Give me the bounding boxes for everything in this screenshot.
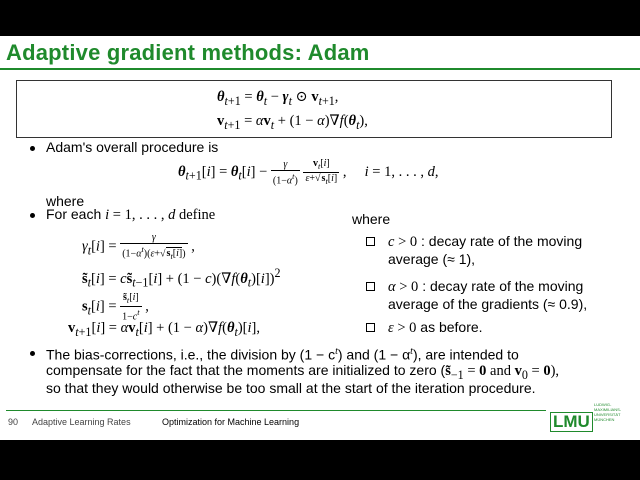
where-item-alpha-cont: average of the gradients (≈ 0.9),	[388, 296, 588, 312]
v-update-equation: $v_{t+1} = \alpha v_t + (1 - \alpha)\nabla f(\theta_t)$,	[217, 113, 368, 132]
logo-mark: LMU	[550, 412, 593, 432]
update-equations-box	[16, 80, 612, 138]
bullet-for-each: For each i = 1, . . . , d define	[46, 206, 216, 223]
where-item-epsilon: ε > 0 as before.	[388, 319, 483, 336]
slide-title: Adaptive gradient methods: Adam	[6, 40, 370, 65]
where-item-c: c > 0 : decay rate of the moving	[388, 233, 583, 250]
bullet-overall-procedure: Adam's overall procedure is	[46, 139, 219, 155]
bullet-marker	[30, 213, 35, 218]
checkbox-icon	[366, 282, 375, 291]
where-text: where	[46, 193, 85, 209]
page-number: 90	[8, 417, 19, 427]
gamma-definition: $\gamma_t[i]$ = $\frac{\gamma}{(1-\alpha^t)(\varepsilon+√s_t[i])}$ ,	[82, 232, 195, 262]
slide	[0, 36, 640, 440]
slide-footer	[0, 402, 640, 440]
adam-overall-equation: $\theta_{t+1}[i] = \theta_t[i]$ − $\frac{\gamma}{(1-\alpha^t)}$ $\frac{v_t[i]}{\varepsilon+√s_t[i]}$ , i = 1, . . . , d,	[178, 158, 439, 187]
bullet-bias-correction-line3: so that they would otherwise be too small at the start of the iteration procedure.	[46, 380, 536, 396]
title-divider	[0, 68, 640, 70]
bullet-bias-correction-line2: compensate for the fact that the moments are initialized to zero ($s̃_{-1} = 0$ and $v_0 = 0$),	[46, 362, 560, 382]
theta-update-equation: $\theta_{t+1} = \theta_t - \gamma_t$ ⊙ $v_{t+1}$,	[217, 89, 339, 108]
for-each-text: For each	[46, 206, 102, 222]
bullet-marker	[30, 146, 35, 151]
bullet-bias-correction-line1: The bias-corrections, i.e., the division by $(1 - c^t)$ and $(1 - \alpha^t)$, are intended to	[46, 346, 519, 363]
checkbox-icon	[366, 237, 375, 246]
footer-divider	[6, 410, 546, 411]
where-label: where	[352, 211, 391, 227]
where-item-c-cont: average (≈ 1),	[388, 251, 476, 267]
checkbox-icon	[366, 323, 375, 332]
where-item-alpha: α > 0 : decay rate of the moving	[388, 278, 584, 295]
s-tilde-definition: $s̃_t[i]$ = $cs̃_{t-1}[i] + (1 - c)(\nabla f(\theta_t)[i])^2$	[82, 266, 281, 290]
course-title: Optimization for Machine Learning	[162, 417, 300, 427]
v-definition: $v_{t+1}[i] = \alpha v_t[i] + (1 - \alpha)\nabla f(\theta_t)[i]$,	[68, 320, 260, 339]
section-title: Adaptive Learning Rates	[32, 417, 131, 427]
bullet-marker	[30, 351, 35, 356]
university-logo	[550, 400, 622, 436]
s-definition: $s_t[i]$ = $\frac{s̃_t[i]}{1-c^t}$ ,	[82, 292, 149, 323]
logo-small-text: LUDWIG-MAXIMILIANS-UNIVERSITÄT MÜNCHEN	[594, 402, 622, 422]
